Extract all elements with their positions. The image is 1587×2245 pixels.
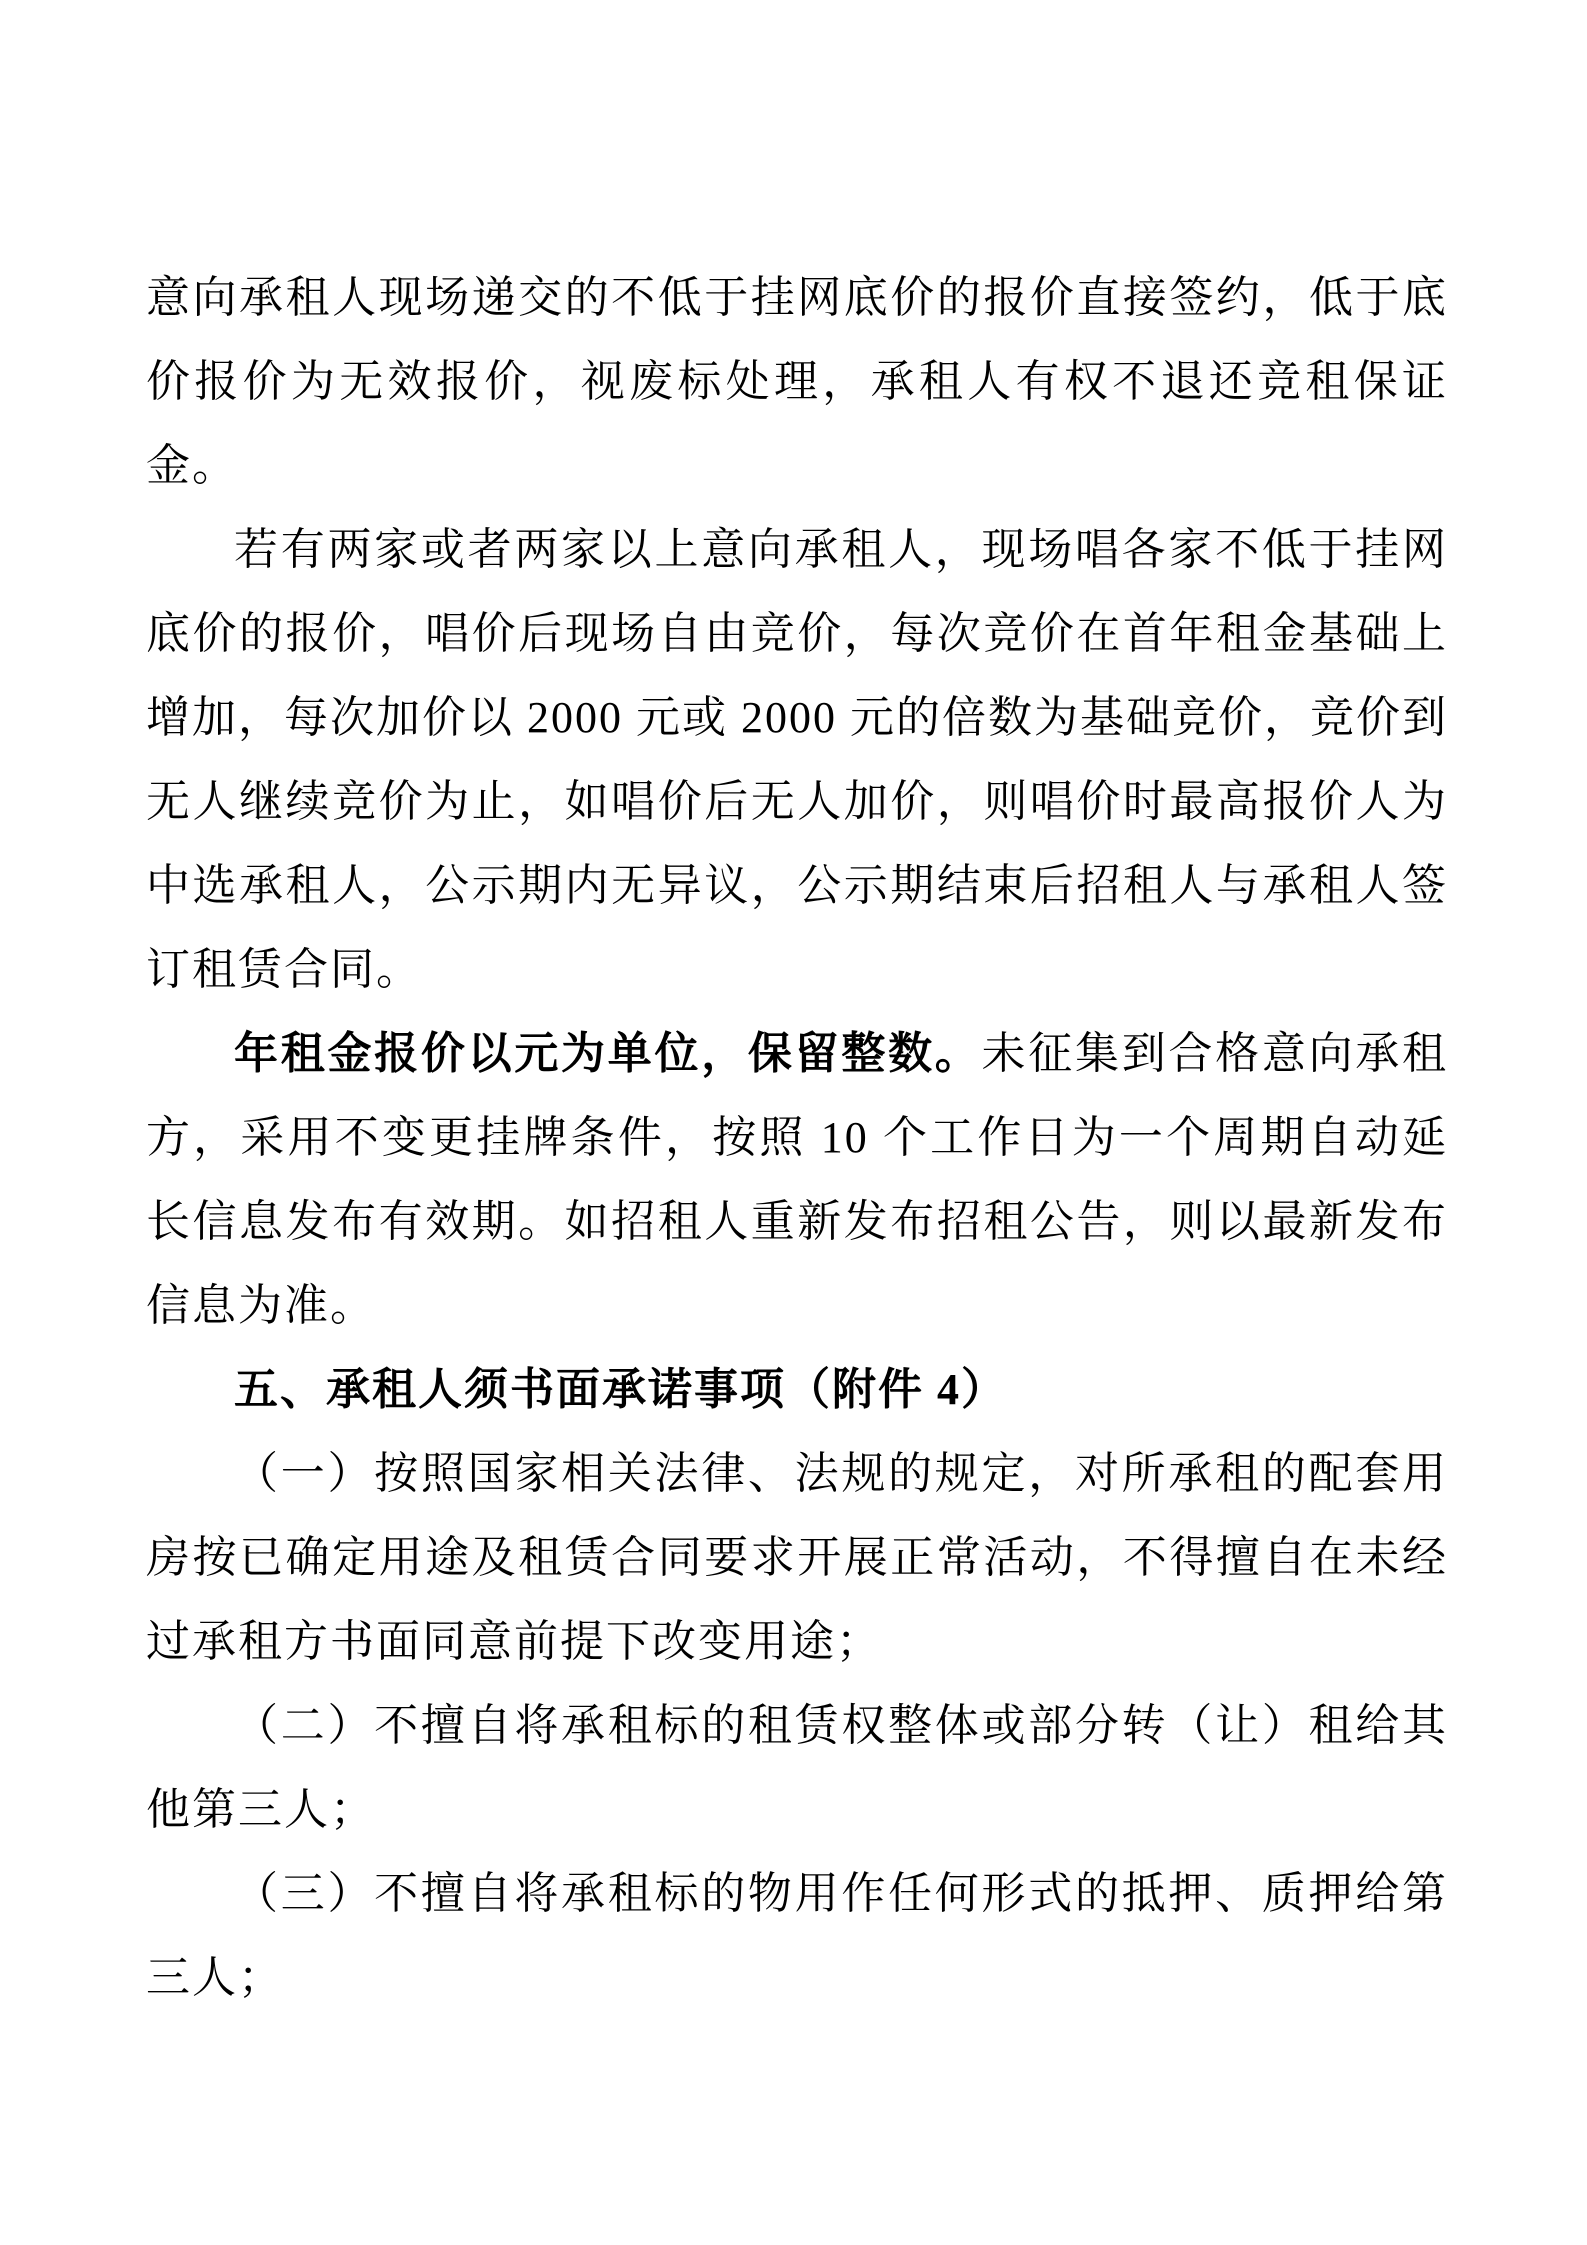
annual-rent-bold-lead: 年租金报价以元为单位，保留整数。 xyxy=(234,1029,982,1078)
commitment-item-3: （三）不擅自将承租标的物用作任何形式的抵押、质押给第三人； xyxy=(146,1869,1448,2002)
commitment-item-1: （一）按照国家相关法律、法规的规定，对所承租的配套用房按已确定用途及租赁合同要求开展正常活动，不得擅自在未经过承租方书面同意前提下改变用途； xyxy=(146,1449,1448,1666)
paragraph-bidding-continuation: 意向承租人现场递交的不低于挂网底价的报价直接签约，低于底价报价为无效报价，视废标处理，承租人有权不退还竞租保证金。 xyxy=(146,273,1448,490)
document-content xyxy=(146,256,1448,2020)
paragraph-annual-rent-quote xyxy=(146,1012,1448,1348)
section-5-heading: 五、承租人须书面承诺事项（附件 4） xyxy=(234,1365,1007,1414)
commitment-item-2: （二）不擅自将承租标的租赁权整体或部分转（让）租给其他第三人； xyxy=(146,1701,1448,1834)
paragraph-multiple-bidders: 若有两家或者两家以上意向承租人，现场唱各家不低于挂网底价的报价，唱价后现场自由竞价，每次竞价在首年租金基础上增加，每次加价以 2000 元或 2000 元的倍数为基础竞价，竞价到无人继续竞价为止，如唱价后无人加价，则唱价时最高报价人为中选承租人，公示期内无异议，公示期结束后招租人与承租人签订租赁合同。 xyxy=(146,525,1448,994)
annual-rent-rest: 未征集到合格意向承租方，采用不变更挂牌条件，按照 10 个工作日为一个周期自动延长信息发布有效期。如招租人重新发布招租公告，则以最新发布信息为准。 xyxy=(146,1029,1449,1330)
